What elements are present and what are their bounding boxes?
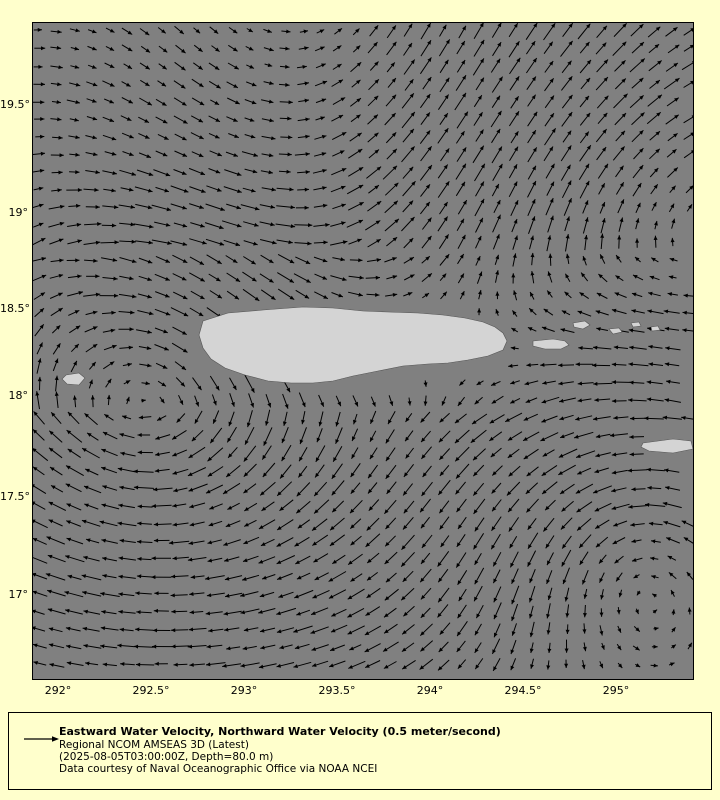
mona-island [62,373,85,385]
puerto-rico-island [199,307,507,383]
x-tick-294: 294° [416,684,444,697]
legend-title: Eastward Water Velocity, Northward Water Velocity (0.5 meter/second) [59,725,501,738]
y-tick-17: 17° [8,588,28,601]
cay-east-2 [631,322,641,327]
y-tick-18-5: 18.5° [0,302,30,315]
y-tick-19: 19° [8,206,28,219]
map-panel[interactable] [32,22,694,680]
culebra-island [573,321,590,329]
scale-arrow-icon [23,733,59,745]
y-tick-17-5: 17.5° [0,490,30,503]
x-tick-294-5: 294.5° [504,684,542,697]
x-tick-293: 293° [230,684,258,697]
vieques-island [533,339,569,349]
cay-east-1 [609,328,622,334]
y-tick-19-5: 19.5° [0,98,30,111]
legend-box [8,712,712,790]
legend-line-1: Regional NCOM AMSEAS 3D (Latest) [59,739,249,751]
x-tick-292: 292° [44,684,72,697]
x-tick-293-5: 293.5° [318,684,356,697]
cay-east-3 [651,326,660,331]
x-tick-295: 295° [602,684,630,697]
x-tick-292-5: 292.5° [132,684,170,697]
legend-text-block [59,725,699,775]
legend-line-2: (2025-08-05T03:00:00Z, Depth=80.0 m) [59,751,274,763]
legend-line-3: Data courtesy of Naval Oceanographic Office via NOAA NCEI [59,763,378,775]
virgin-islands [641,439,693,453]
land-polygons [33,23,693,679]
y-tick-18: 18° [8,389,28,402]
